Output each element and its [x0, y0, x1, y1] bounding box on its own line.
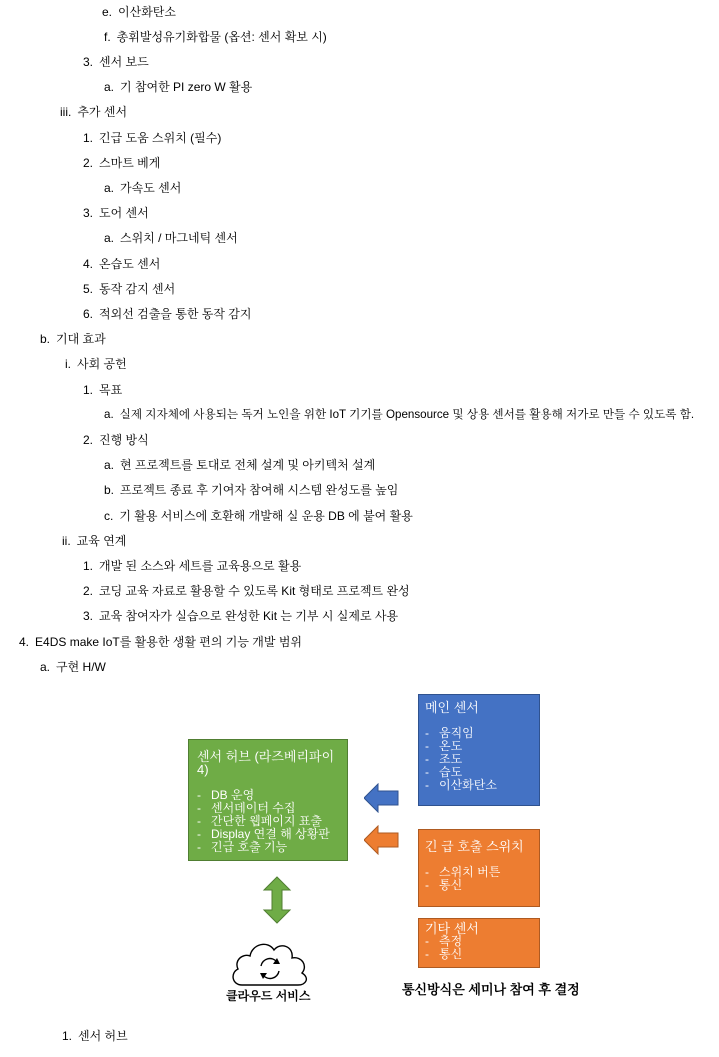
list-item: b. 프로젝트 종료 후 기여자 참여해 시스템 완성도를 높임: [104, 483, 399, 497]
main-sensor-item: - 습도: [425, 766, 533, 779]
list-item: 2. 스마트 베게: [83, 156, 161, 170]
list-item: 3. 센서 보드: [83, 55, 149, 69]
main-sensor-item: - 이산화탄소: [425, 779, 533, 792]
main-sensor-box: [418, 694, 540, 806]
list-item: 4. 온습도 센서: [83, 257, 161, 271]
list-item: 1. 긴급 도움 스위치 (필수): [83, 131, 222, 145]
list-item: c. 기 활용 서비스에 호환해 개발해 실 운용 DB 에 붙여 활용: [104, 509, 413, 523]
list-item: 1. 목표: [83, 383, 123, 397]
list-item: f. 총휘발성유기화합물 (옵션: 센서 확보 시): [104, 30, 327, 44]
other-sensor-title: 기타 센서: [425, 921, 479, 936]
list-item: a. 실제 지자체에 사용되는 독거 노인을 위한 IoT 기기를 Opensource 및 상용 센서를 활용해 저가로 만들 수 있도록 함.: [104, 408, 695, 421]
orange-arrow-left-icon: [364, 825, 400, 855]
hub-item: - DB 운영: [197, 789, 339, 802]
list-item: a. 구현 H/W: [40, 660, 106, 674]
other-sensor-item: - 통신: [425, 948, 533, 961]
main-sensor-item: - 조도: [425, 753, 533, 766]
list-item: a. 현 프로젝트를 토대로 전체 설계 및 아키텍처 설계: [104, 458, 376, 472]
list-item: 3. 교육 참여자가 실습으로 완성한 Kit 는 기부 시 실제로 사용: [83, 609, 399, 623]
hub-item: - 센서데이터 수집: [197, 802, 339, 815]
other-sensor-item: - 측정: [425, 935, 533, 948]
hub-item: - Display 연결 해 상황판: [197, 828, 339, 841]
emergency-item: - 스위치 버튼: [425, 866, 533, 879]
list-item: e. 이산화탄소: [102, 5, 176, 19]
list-item: 3. 도어 센서: [83, 206, 149, 220]
emergency-switch-box: [418, 829, 540, 907]
cloud-service-label: 클라우드 서비스: [226, 989, 311, 1003]
list-item: 6. 적외선 검출을 통한 동작 감지: [83, 307, 252, 321]
main-sensor-item: - 움직임: [425, 727, 533, 740]
list-item: ii. 교육 연계: [62, 534, 127, 548]
other-sensor-box: [418, 918, 540, 968]
list-item: a. 가속도 센서: [104, 181, 182, 195]
sensor-hub-title: 센서 허브 (라즈베리파이4): [197, 749, 335, 777]
hub-item: - 간단한 웹페이지 표출: [197, 815, 339, 828]
hub-item: - 긴급 호출 기능: [197, 841, 339, 854]
cloud-icon: [228, 936, 312, 988]
list-item: 1. 개발 된 소스와 세트를 교육용으로 활용: [83, 559, 302, 573]
list-item: b. 기대 효과: [40, 332, 106, 346]
main-sensor-item: - 온도: [425, 740, 533, 753]
emergency-item: - 통신: [425, 879, 533, 892]
list-item: a. 기 참여한 PI zero W 활용: [104, 80, 253, 94]
list-item: iii. 추가 센서: [60, 105, 128, 119]
list-item: a. 스위치 / 마그네틱 센서: [104, 231, 238, 245]
list-item: i. 사회 공헌: [65, 357, 127, 371]
sensor-hub-box: [188, 739, 348, 861]
emergency-switch-title: 긴 급 호출 스위치: [425, 839, 524, 854]
list-item: 1. 센서 허브: [62, 1029, 128, 1043]
blue-arrow-left-icon: [364, 783, 400, 813]
list-item: 4. E4DS make IoT를 활용한 생활 편의 기능 개발 범위: [19, 635, 303, 649]
list-item: 2. 코딩 교육 자료로 활용할 수 있도록 Kit 형태로 프로젝트 완성: [83, 584, 410, 598]
list-item: 5. 동작 감지 센서: [83, 282, 176, 296]
green-double-arrow-icon: [262, 876, 292, 924]
list-item: 2. 진행 방식: [83, 433, 149, 447]
main-sensor-title: 메인 센서: [425, 700, 479, 715]
communication-note: 통신방식은 세미나 참여 후 결정: [402, 982, 580, 997]
